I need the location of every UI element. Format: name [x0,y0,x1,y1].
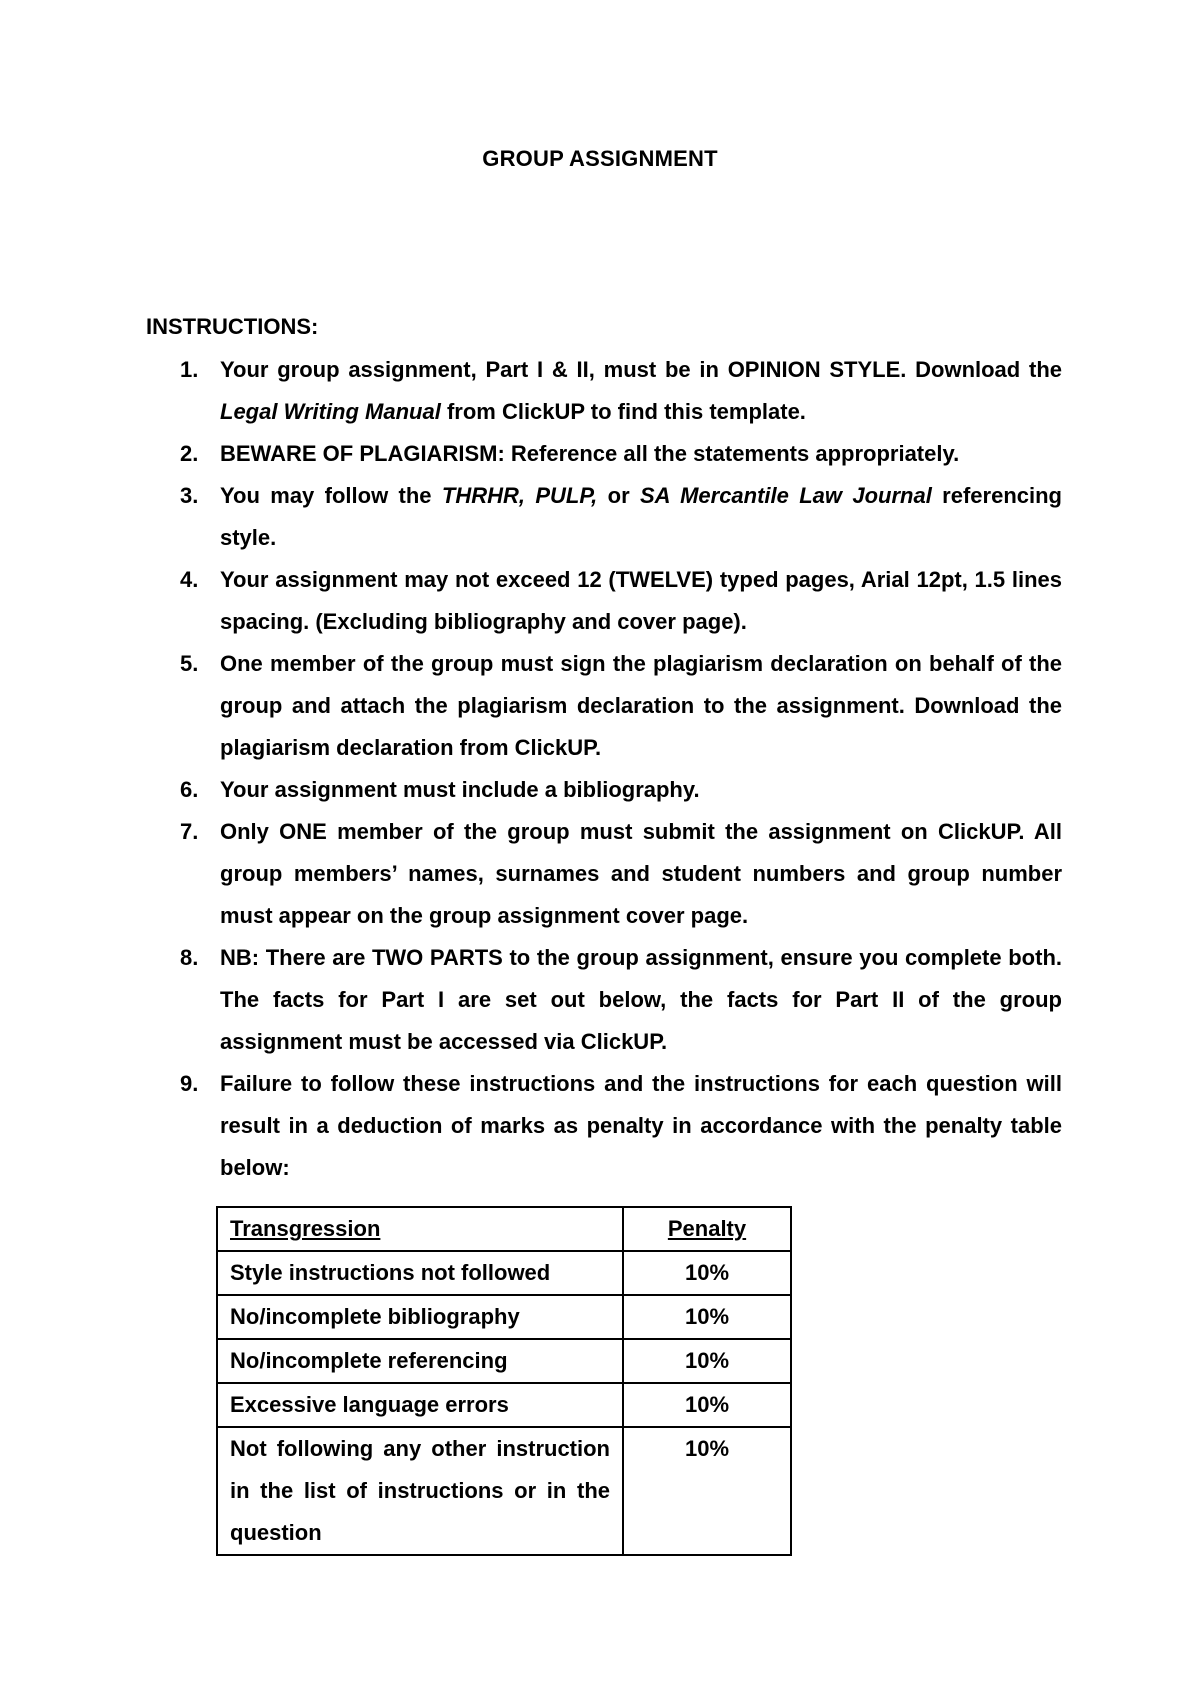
list-item [160,811,1062,937]
list-item [160,559,1062,643]
transgression-cell: No/incomplete bibliography [217,1295,623,1339]
list-item-number: 5. [180,651,199,676]
list-item [160,475,1062,559]
list-item-text: or [597,483,640,508]
list-item-number: 4. [180,567,199,592]
table-row [217,1383,791,1427]
list-item-text: You may follow the [220,483,442,508]
list-item-number: 8. [180,945,199,970]
table-header-row [217,1207,791,1251]
penalty-table [216,1206,792,1556]
list-item-text: BEWARE OF PLAGIARISM: Reference all the statements appropriately. [220,441,960,466]
table-row [217,1251,791,1295]
list-item-text: NB: There are TWO PARTS to the group assignment, ensure you complete both. The facts for Part I are set out below, the facts for Part II of the group assignment must be accessed via ClickUP. [220,945,1062,1054]
list-item-text: referencing style. [220,483,1062,550]
penalty-cell: 10% [623,1427,791,1555]
list-item-emphasis: THRHR, PULP, [441,483,598,508]
list-item-text: Failure to follow these instructions and the instructions for each question will result in a deduction of marks as penalty in accordance with the penalty table below: [220,1071,1062,1180]
penalty-cell: 10% [623,1383,791,1427]
list-item-text: Only ONE member of the group must submit the assignment on ClickUP. All group members’ names, surnames and student numbers and group number must appear on the group assignment cover page. [220,819,1062,928]
list-item-number: 9. [180,1071,199,1096]
table-header-cell [217,1207,623,1251]
penalty-cell: 10% [623,1339,791,1383]
penalty-table-wrapper [216,1206,792,1556]
list-item-number: 2. [180,441,199,466]
list-item-text: Your assignment must include a bibliography. [220,777,700,802]
penalty-cell: 10% [623,1295,791,1339]
list-item-emphasis: SA Mercantile Law Journal [639,483,932,508]
page-title: GROUP ASSIGNMENT [482,146,718,171]
instructions-list [160,349,1062,1189]
list-item-number: 7. [180,819,199,844]
list-item-number: 3. [180,483,199,508]
penalty-cell: 10% [623,1251,791,1295]
transgression-cell: Not following any other instruction in the list of instructions or in the question [217,1427,623,1555]
transgression-cell: Style instructions not followed [217,1251,623,1295]
table-row [217,1339,791,1383]
list-item [160,937,1062,1063]
transgression-cell: Excessive language errors [217,1383,623,1427]
table-row [217,1295,791,1339]
list-item [160,349,1062,433]
list-item [160,643,1062,769]
header-penalty: Penalty [667,1216,747,1241]
instructions-heading: INSTRUCTIONS: [146,314,319,339]
list-item-number: 1. [180,357,199,382]
list-item-text: from ClickUP to find this template. [440,399,806,424]
list-item [160,1063,1062,1189]
list-item-text: Your assignment may not exceed 12 (TWELVE) typed pages, Arial 12pt, 1.5 lines spacing. (Excluding bibliography and cover page). [220,567,1062,634]
list-item-text: Your group assignment, Part I & II, must be in OPINION STYLE. Download the [220,357,1062,382]
list-item-emphasis: Legal Writing Manual [220,399,441,424]
table-header-cell [623,1207,791,1251]
list-item [160,433,1062,475]
table-row [217,1427,791,1555]
header-transgression: Transgression [230,1216,381,1241]
list-item-number: 6. [180,777,199,802]
transgression-cell: No/incomplete referencing [217,1339,623,1383]
list-item-text: One member of the group must sign the plagiarism declaration on behalf of the group and attach the plagiarism declaration to the assignment. Download the plagiarism declaration from ClickUP. [220,651,1062,760]
list-item [160,769,1062,811]
